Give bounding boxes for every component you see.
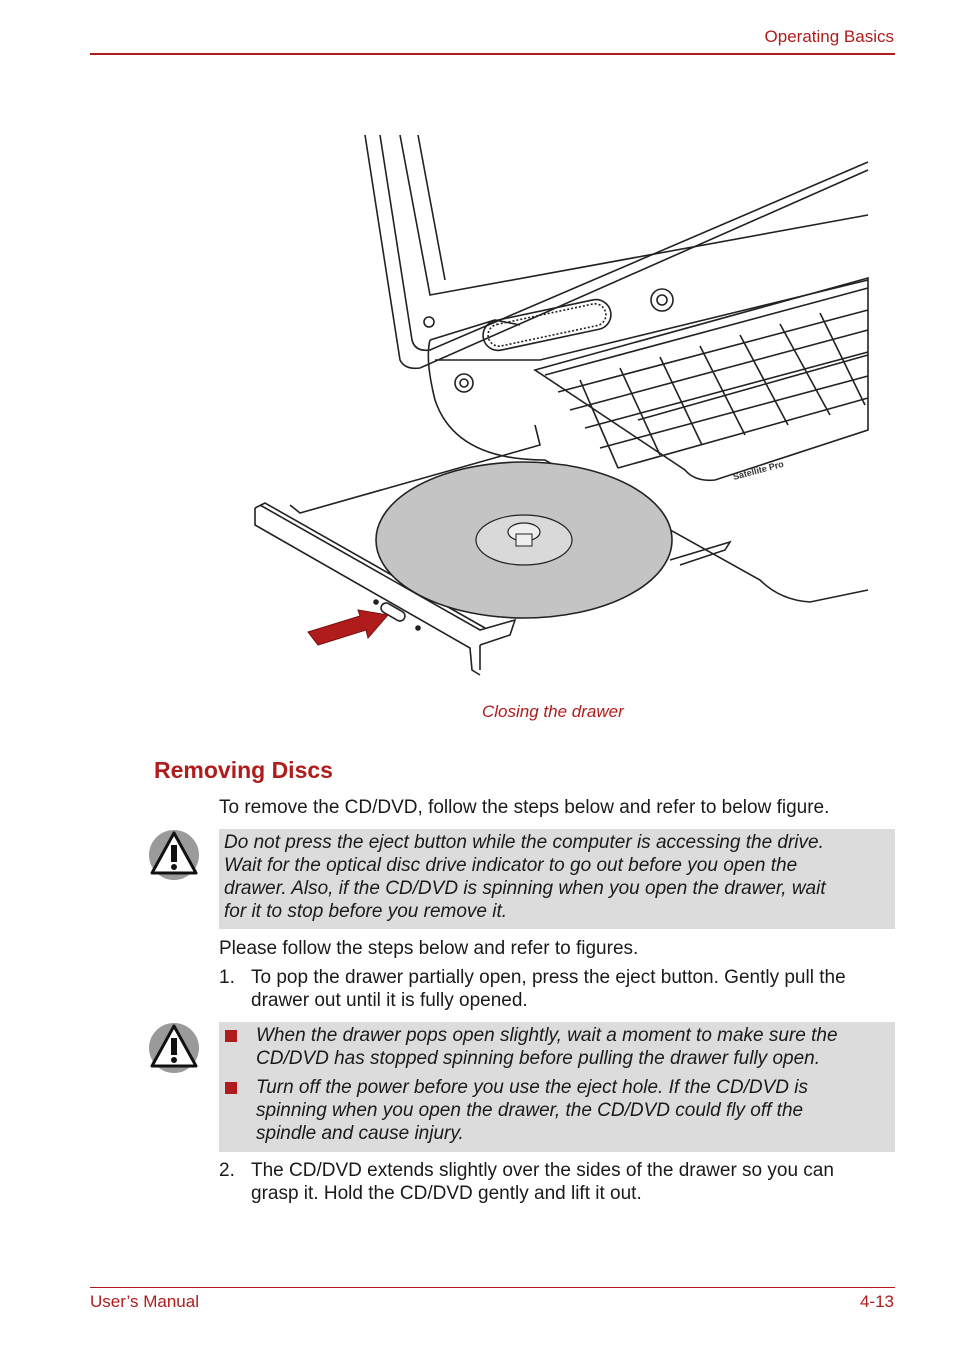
note-bullet-1 — [219, 1024, 895, 1070]
note-line: Do not press the eject button while the computer is accessing the drive. — [224, 832, 824, 853]
step-line: grasp it. Hold the CD/DVD gently and lift it out. — [251, 1183, 642, 1204]
step-number: 1. — [219, 967, 235, 988]
satellite-pro-logo: Satellite Pro — [731, 458, 785, 482]
caution-note-eject — [219, 829, 895, 929]
note-line: When the drawer pops open slightly, wait a moment to make sure the — [256, 1025, 838, 1046]
step-line: drawer out until it is fully opened. — [251, 990, 528, 1011]
step-1 — [219, 966, 846, 1012]
bullet-square — [225, 1082, 237, 1094]
intro-paragraph: To remove the CD/DVD, follow the steps below and refer to below figure. — [219, 797, 830, 818]
closing-drawer-illustration — [240, 130, 880, 690]
footer-manual-title: User’s Manual — [90, 1292, 199, 1311]
note-line: CD/DVD has stopped spinning before pulling the drawer fully open. — [256, 1048, 820, 1069]
footer-divider — [90, 1287, 895, 1288]
warning-icon — [148, 829, 200, 881]
note-line: for it to stop before you remove it. — [224, 901, 508, 922]
note-line: Wait for the optical disc drive indicator to go out before you open the — [224, 855, 798, 876]
step-line: The CD/DVD extends slightly over the sides of the drawer so you can — [251, 1160, 834, 1181]
note-line: spinning when you open the drawer, the CD/DVD could fly off the — [256, 1100, 804, 1121]
step-line: To pop the drawer partially open, press the eject button. Gently pull the — [251, 967, 846, 988]
header-divider — [90, 53, 895, 55]
step-number: 2. — [219, 1160, 235, 1181]
note-line: spindle and cause injury. — [256, 1123, 464, 1144]
step-2 — [219, 1159, 834, 1205]
warning-icon — [148, 1022, 200, 1074]
caution-note-bullets — [219, 1022, 895, 1152]
note-line: drawer. Also, if the CD/DVD is spinning when you open the drawer, wait — [224, 878, 826, 899]
follow-paragraph: Please follow the steps below and refer to figures. — [219, 938, 639, 959]
note-bullet-2 — [219, 1076, 895, 1145]
footer-page-number: 4-13 — [859, 1292, 894, 1311]
section-title: Removing Discs — [154, 757, 333, 783]
figure-caption: Closing the drawer — [482, 702, 624, 721]
header-section-title: Operating Basics — [764, 27, 894, 46]
bullet-square — [225, 1030, 237, 1042]
note-line: Turn off the power before you use the eject hole. If the CD/DVD is — [256, 1077, 808, 1098]
